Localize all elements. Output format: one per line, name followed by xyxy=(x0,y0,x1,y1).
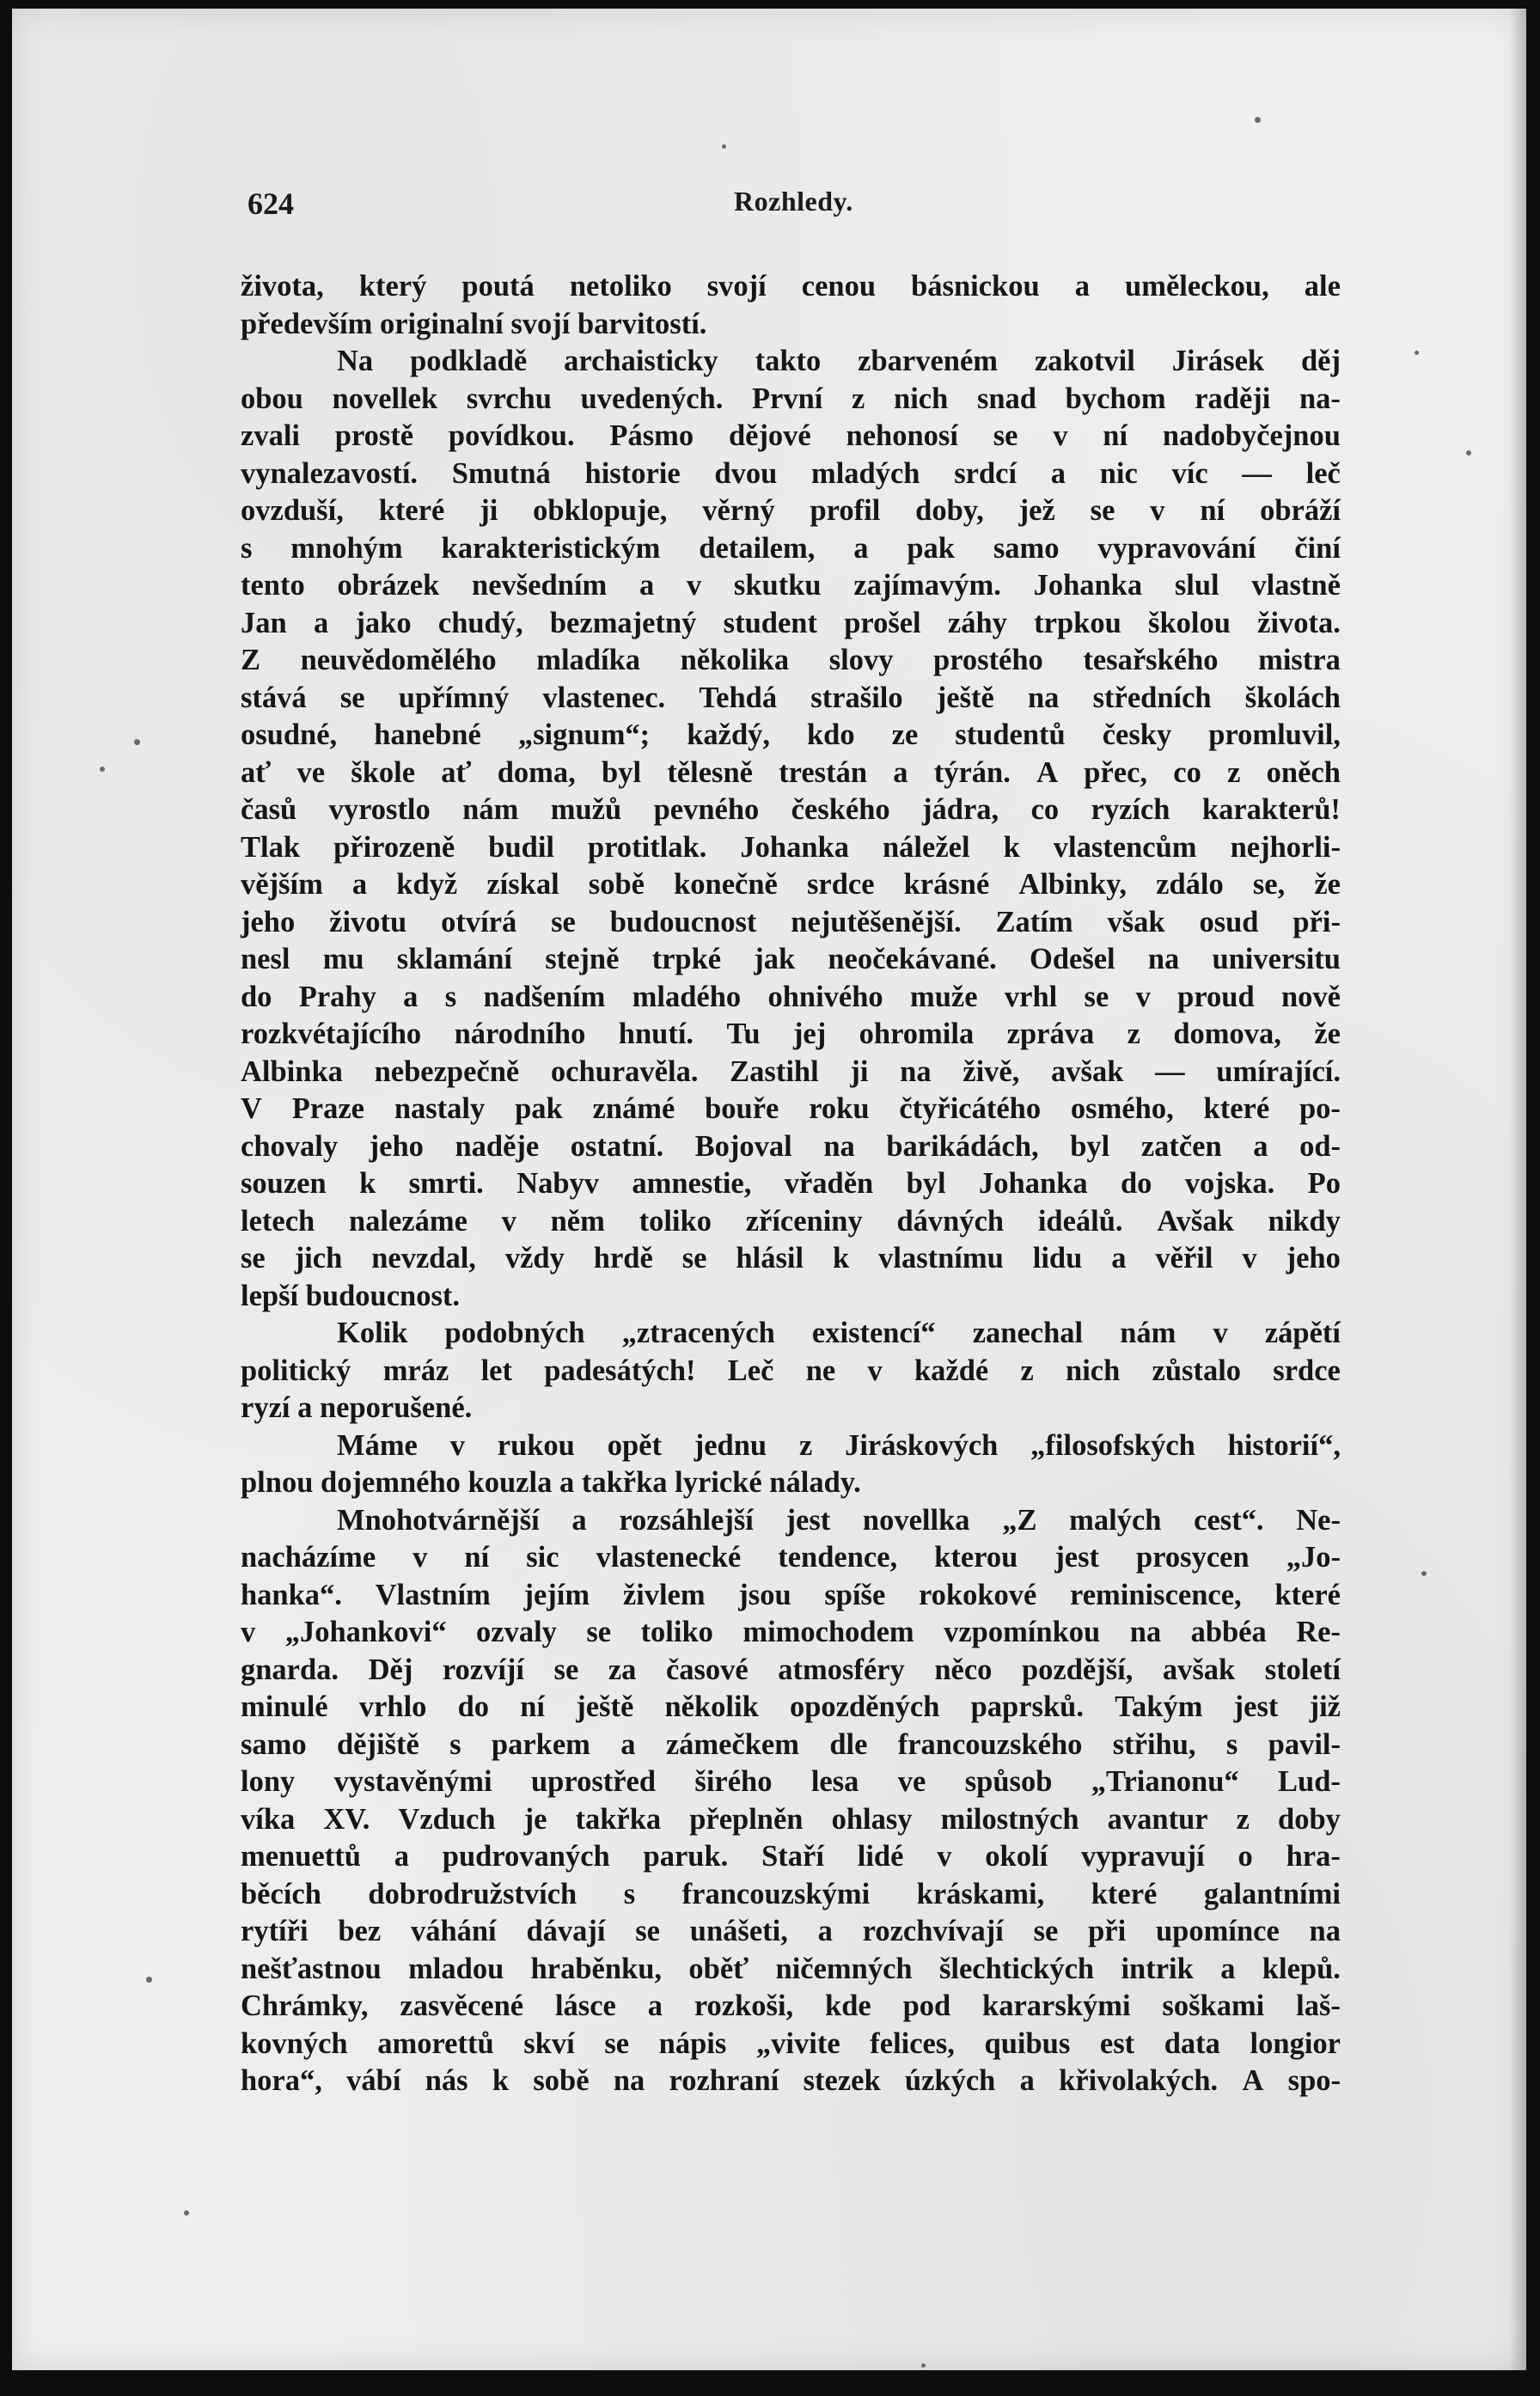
text-line: hora“, vábí nás k sobě na rozhraní stezek úzkých a křivolakých. A spo- xyxy=(241,2064,1341,2097)
scan-speck xyxy=(134,739,140,745)
body-text xyxy=(241,268,1341,2100)
text-line: plnou dojemného kouzla a takřka lyrické nálady. xyxy=(241,1466,861,1499)
text-line: letech nalezáme v něm toliko zříceniny dávných ideálů. Avšak nikdy xyxy=(241,1204,1341,1238)
text-line: tento obrázek nevšedním a v skutku zajímavým. Johanka slul vlastně xyxy=(241,569,1341,602)
text-line: samo dějiště s parkem a zámečkem dle francouzského střihu, s pavil- xyxy=(241,1727,1341,1761)
text-line: souzen k smrti. Nabyv amnestie, vřaděn byl Johanka do vojska. Po xyxy=(241,1167,1341,1200)
text-line: nacházíme v ní sic vlastenecké tendence, kterou jest prosycen „Jo- xyxy=(241,1541,1341,1574)
text-line: gnarda. Děj rozvíjí se za časové atmosféry něco pozdější, avšak století xyxy=(241,1653,1341,1686)
text-line: Máme v rukou opět jednu z Jiráskových „filosofských historií“, xyxy=(337,1428,1341,1462)
scan-speck xyxy=(921,2363,926,2368)
text-line: jeho životu otvírá se budoucnost nejutěšenější. Zatím však osud při- xyxy=(241,905,1341,938)
text-line: Tlak přirozeně budil protitlak. Johanka náležel k vlastencům nejhorli- xyxy=(241,830,1341,864)
text-line: ryzí a neporušené. xyxy=(241,1391,473,1424)
text-line: Kolik podobných „ztracených existencí“ zanechal nám v zápětí xyxy=(337,1317,1341,1349)
text-line: osudné, hanebné „signum“; každý, kdo ze studentů česky promluvil, xyxy=(241,718,1341,751)
text-line: zvali prostě povídkou. Pásmo dějové nehonosí se v ní nadobyčejnou xyxy=(241,419,1341,452)
text-line: nešťastnou mladou hraběnku, oběť ničemných šlechtických intrik a klepů. xyxy=(241,1952,1341,1985)
text-line: Mnohotvárnější a rozsáhlejší jest novellka „Z malých cest“. Ne- xyxy=(337,1503,1341,1537)
text-line: časů vyrostlo nám mužů pevného českého jádra, co ryzích karakterů! xyxy=(241,793,1341,826)
text-line: ať ve škole ať doma, byl tělesně trestán a týrán. A přec, co z oněch xyxy=(241,755,1341,789)
text-line: s mnohým karakteristickým detailem, a pak samo vypravování činí xyxy=(241,531,1341,565)
scan-speck xyxy=(1466,450,1471,455)
text-line: minulé vrhlo do ní ještě několik opozděných paprsků. Takým jest již xyxy=(241,1690,1341,1723)
text-line: rytíři bez váhání dávají se unášeti, a rozchvívají se při upomínce na xyxy=(241,1915,1341,1947)
text-line: vějším a když získal sobě konečně srdce krásné Albinky, zdálo se, že xyxy=(241,868,1341,901)
scan-speck xyxy=(184,2210,189,2216)
text-line: víka XV. Vzduch je takřka přeplněn ohlasy milostných avantur z doby xyxy=(241,1802,1341,1836)
text-line: Na podkladě archaisticky takto zbarveném zakotvil Jirásek děj xyxy=(337,345,1341,377)
text-line: Jan a jako chudý, bezmajetný student prošel záhy trpkou školou života. xyxy=(241,606,1341,639)
text-line: obou novellek svrchu uvedených. První z nich snad bychom raději na- xyxy=(241,382,1341,415)
text-line: lepší budoucnost. xyxy=(241,1279,461,1312)
text-line: stává se upřímný vlastenec. Tehdá strašilo ještě na středních školách xyxy=(241,681,1341,714)
text-line: v „Johankovi“ ozvaly se toliko mimochodem vzpomínkou na abbéa Re- xyxy=(241,1616,1341,1648)
scan-speck xyxy=(1255,117,1261,123)
text-line: politický mráz let padesátých! Leč ne v každé z nich zůstalo srdce xyxy=(241,1354,1341,1387)
scanned-page xyxy=(12,9,1526,2370)
text-line: hanka“. Vlastním jejím živlem jsou spíše rokokové reminiscence, které xyxy=(241,1578,1341,1611)
scan-speck xyxy=(1415,351,1419,355)
text-line: ovzduší, které ji obklopuje, věrný profil doby, jež se v ní obráží xyxy=(241,494,1341,527)
text-line: života, který poutá netoliko svojí cenou básnickou a uměleckou, ale xyxy=(241,270,1341,303)
text-line: kovných amorettů skví se nápis „vivite felices, quibus est data longior xyxy=(241,2026,1341,2060)
text-line: rozkvétajícího národního hnutí. Tu jej ohromila zpráva z domova, že xyxy=(241,1018,1341,1050)
text-line: Z neuvědomělého mladíka několika slovy prostého tesařského mistra xyxy=(241,644,1341,676)
text-line: do Prahy a s nadšením mladého ohnivého muže vrhl se v proud nově xyxy=(241,980,1341,1013)
text-line: vynalezavostí. Smutná historie dvou mladých srdcí a nic víc — leč xyxy=(241,456,1341,490)
text-line: V Praze nastaly pak známé bouře roku čtyřicátého osmého, které po- xyxy=(241,1092,1341,1125)
scan-speck xyxy=(146,1977,152,1983)
text-line: především originalní svojí barvitostí. xyxy=(241,307,707,340)
scan-speck xyxy=(722,144,726,149)
text-line: Albinka nebezpečně ochuravěla. Zastihl ji na živě, avšak — umírající. xyxy=(241,1054,1341,1088)
text-line: běcích dobrodružstvích s francouzskými kráskami, které galantními xyxy=(241,1877,1341,1910)
text-line: lony vystavěnými uprostřed širého lesa ve spůsob „Trianonu“ Lud- xyxy=(241,1765,1341,1798)
page-edge-shadow xyxy=(1509,9,1526,2370)
text-line: se jich nevzdal, vždy hrdě se hlásil k vlastnímu lidu a věřil v jeho xyxy=(241,1242,1341,1274)
running-title: Rozhledy. xyxy=(734,186,853,217)
scan-speck xyxy=(1421,1571,1427,1576)
scan-speck xyxy=(100,767,105,772)
text-line: nesl mu sklamání stejně trpké jak neočekávané. Odešel na universitu xyxy=(241,943,1341,975)
page-header xyxy=(248,186,1339,223)
text-line: menuettů a pudrovaných paruk. Staří lidé v okolí vypravují o hra- xyxy=(241,1840,1341,1873)
text-line: chovaly jeho naděje ostatní. Bojoval na barikádách, byl zatčen a od- xyxy=(241,1129,1341,1163)
text-line: Chrámky, zasvěcené lásce a rozkoši, kde pod kararskými soškami laš- xyxy=(241,1990,1341,2022)
page-number: 624 xyxy=(248,186,294,221)
